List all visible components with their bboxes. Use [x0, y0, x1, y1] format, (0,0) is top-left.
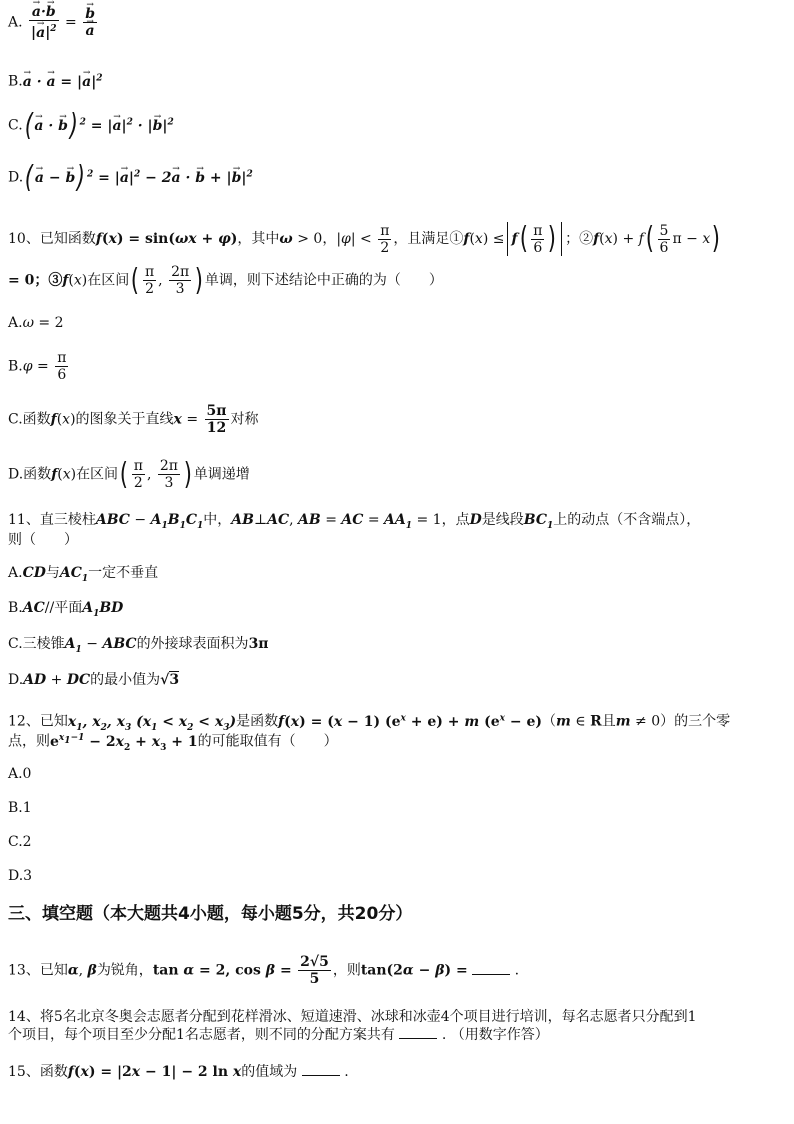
q11-option-b: B.AC//平面$A_1BD$	[8, 600, 124, 619]
q11-option-d: D.AD + DC的最小值为√3	[8, 672, 180, 688]
q11-line-1: 11、直三棱柱ABC − $A_1B_1C_1$中，AB⊥AC, AB = AC = $AA_1 = 1$，点D是线段$BC_1$上的动点（不含端点），	[8, 512, 701, 531]
q10-line-2: = 0；③f(x)在区间( $\frac{\pi}{2}$ , $\frac{2\pi}{3}$ ) 单调，则下述结论中正确的为（ ）	[8, 262, 443, 298]
q12-line-2: 点，则$e^{x_1-1} - 2x_2 + x_3 + 1$的可能取值有（ ）	[8, 733, 338, 753]
answer-blank[interactable]	[399, 1026, 437, 1039]
q10-line-1: 10、已知函数f(x) = sin(ωx + φ)，其中ω > 0，|φ| < $\frac{\pi}{2}$ ，且满足①f(x) ≤ f( $\frac{\pi}{6}$ ) ；②f(x) + f( $\frac{5}{6}$ π − x)	[8, 221, 721, 256]
q14-line-1: 14、将5名北京冬奥会志愿者分配到花样滑冰、短道速滑、冰球和冰壶4个项目进行培训，每名志愿者只分配到1	[8, 1009, 697, 1025]
q10-option-b: B.φ = $\frac{\pi}{6}$	[8, 350, 67, 383]
option-label: B.	[8, 73, 23, 90]
answer-blank[interactable]	[472, 962, 510, 975]
section-heading: 三、填空题（本大题共4小题，每小题5分，共20分）	[8, 904, 413, 924]
option-label: A.	[8, 14, 23, 31]
fraction: → b → a	[83, 6, 97, 39]
q12-option-b: B.1	[8, 800, 32, 816]
answer-blank[interactable]	[302, 1063, 340, 1076]
q12-option-c: C.2	[8, 834, 32, 850]
q15-line: 15、函数f(x) = |2x − 1| − 2 ln x的值域为 .	[8, 1064, 349, 1080]
option-label: C.	[8, 117, 23, 134]
q10-option-c: C.函数f(x)的图象关于直线x = $\frac{5\pi}{12}$ 对称	[8, 403, 259, 436]
q13-line: 13、已知α, β为锐角，tan α = 2, cos β = $\frac{2√5}{5}$ ，则tan(2α − β) = .	[8, 954, 520, 987]
fraction: → $\frac{a\cdot\to b}{|\to a|^2}$	[29, 4, 59, 41]
q9-option-a: A. → $\frac{a\cdot\to b}{|\to a|^2}$ = → b → a	[8, 4, 99, 41]
q14-line-2: 个项目，每个项目至少分配1名志愿者，则不同的分配方案共有 . （用数字作答）	[8, 1027, 549, 1043]
q10-option-a: A.ω = 2	[8, 315, 64, 331]
q10-option-d: D.函数f(x)在区间( $\frac{\pi}{2}$ , $\frac{2\pi}{3}$ ) 单调递增	[8, 456, 250, 492]
q9-option-c: C.(→ a · → b) $^2$ = |→ $a|^2$ · |→ $b|^2$	[8, 112, 174, 136]
q12-option-d: D.3	[8, 868, 33, 884]
q11-line-2: 则（ ）	[8, 532, 78, 548]
q9-option-d: D.(→ a − → b) $^2$ = |→ $a|^2 - 2\to a$ · → b + |→ $b|^2$	[8, 164, 253, 188]
q11-option-a: A.CD与$AC_1$一定不垂直	[8, 565, 159, 584]
option-label: D.	[8, 169, 24, 186]
q11-option-c: C.三棱锥$A_1$ − ABC的外接球表面积为3π	[8, 636, 269, 655]
q9-option-b: B.→ a · → a = |→ $a|^2$	[8, 68, 103, 92]
q12-line-1: 12、已知$x_1$, $x_2$, $x_3$ $(x_1 < x_2 < x_3)$是函数f(x) = (x − 1) $(e^x + e) + m$ $(e^x - e)(m$ ∈ R且m ≠ 0）的三个零	[8, 713, 731, 733]
q12-option-a: A.0	[8, 766, 32, 782]
fraction: $\frac{\pi}{2}$	[380, 222, 390, 256]
